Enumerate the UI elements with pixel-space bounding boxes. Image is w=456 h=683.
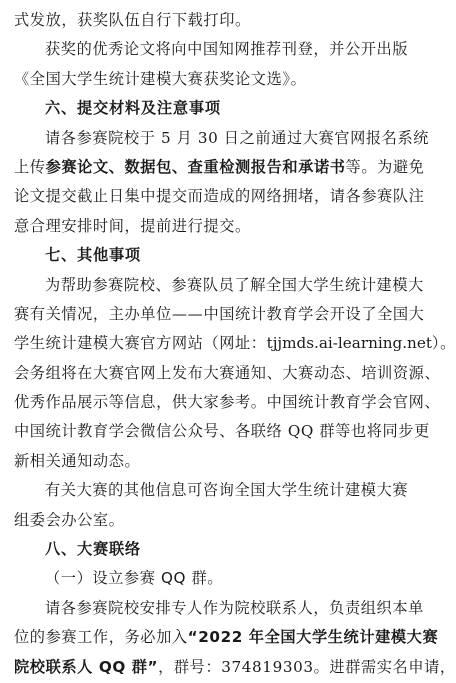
text: 论文提交截止日集中提交而造成的网络拥堵，请各参赛队注 — [14, 187, 425, 206]
paragraph-line — [14, 388, 441, 417]
paragraph-line — [14, 65, 431, 94]
heading-text: 八、大赛联络 — [45, 540, 141, 559]
text: 《全国大学生统计建模大赛获奖论文选》。 — [14, 69, 307, 88]
bold-text: 参赛论文、数据包、查重检测报告和承诺书 — [45, 157, 346, 176]
text: 式发放，获奖队伍自行下载打印。 — [14, 11, 251, 29]
website-url: tjjmds.ai-learning.net — [266, 334, 432, 353]
text: 赛有关情况，主办单位——中国统计教育学会开设了全国大 — [14, 304, 425, 323]
paragraph-line — [14, 623, 439, 652]
paragraph-line — [14, 212, 431, 241]
section-heading-6 — [14, 94, 431, 123]
paragraph-line — [14, 506, 431, 535]
paragraph-line — [14, 653, 456, 682]
paragraph-line — [14, 329, 456, 358]
text: 组委会办公室。 — [14, 510, 125, 529]
bold-text: “2022 年全国大学生统计建模大赛 — [187, 628, 439, 647]
text: 为帮助参赛院校、参赛队员了解全国大学生统计建模大 — [45, 275, 424, 294]
paragraph-line — [14, 182, 431, 211]
text: 新相关通知动态。 — [14, 451, 141, 470]
paragraph-line — [14, 447, 431, 476]
paragraph-line — [14, 417, 431, 446]
text: 中国统计教育学会微信公众号、各联络 QQ 群等也将同步更 — [14, 422, 430, 441]
text: ，群号：374819303。进群需实名申请， — [158, 657, 456, 676]
section-heading-7 — [14, 241, 431, 270]
heading-text: 七、其他事项 — [45, 246, 141, 265]
text: 等。为避免 — [345, 157, 425, 176]
heading-text: 六、提交材料及注意事项 — [45, 99, 221, 118]
paragraph-line — [14, 594, 431, 623]
paragraph-line — [14, 153, 431, 182]
subheading-text: （一）设立参赛 QQ 群。 — [45, 569, 224, 588]
text: 有关大赛的其他信息可咨询全国大学生统计建模大赛 — [45, 481, 409, 500]
section-heading-8 — [14, 535, 431, 564]
text: 会务组将在大赛官网上发布大赛通知、大赛动态、培训资源、 — [14, 363, 441, 382]
paragraph-line — [14, 300, 431, 329]
paragraph-line — [14, 6, 431, 35]
text: 请各参赛院校安排专人作为院校联系人，负责组织本单 — [45, 598, 424, 617]
text: 获奖的优秀论文将向中国知网推荐刊登，并公开出版 — [45, 40, 409, 59]
text: 上传 — [14, 157, 46, 176]
bold-text: 院校联系人 QQ 群” — [14, 657, 159, 676]
paragraph-line — [14, 124, 431, 153]
paragraph-line — [14, 476, 431, 505]
paragraph-line — [14, 35, 431, 64]
text: ）。 — [431, 334, 456, 353]
paragraph-line — [14, 359, 441, 388]
text: 优秀作品展示等信息，供大家参考。中国统计教育学会官网、 — [14, 393, 441, 412]
text: 学生统计建模大赛官方网站（网址： — [14, 334, 267, 353]
text: 意合理安排时间，提前进行提交。 — [14, 216, 251, 235]
text: 请各参赛院校于 5 月 30 日之前通过大赛官网报名系统 — [45, 128, 430, 147]
subsection-heading — [14, 564, 431, 593]
paragraph-line — [14, 271, 431, 300]
text: 位的参赛工作，务必加入 — [14, 628, 188, 647]
